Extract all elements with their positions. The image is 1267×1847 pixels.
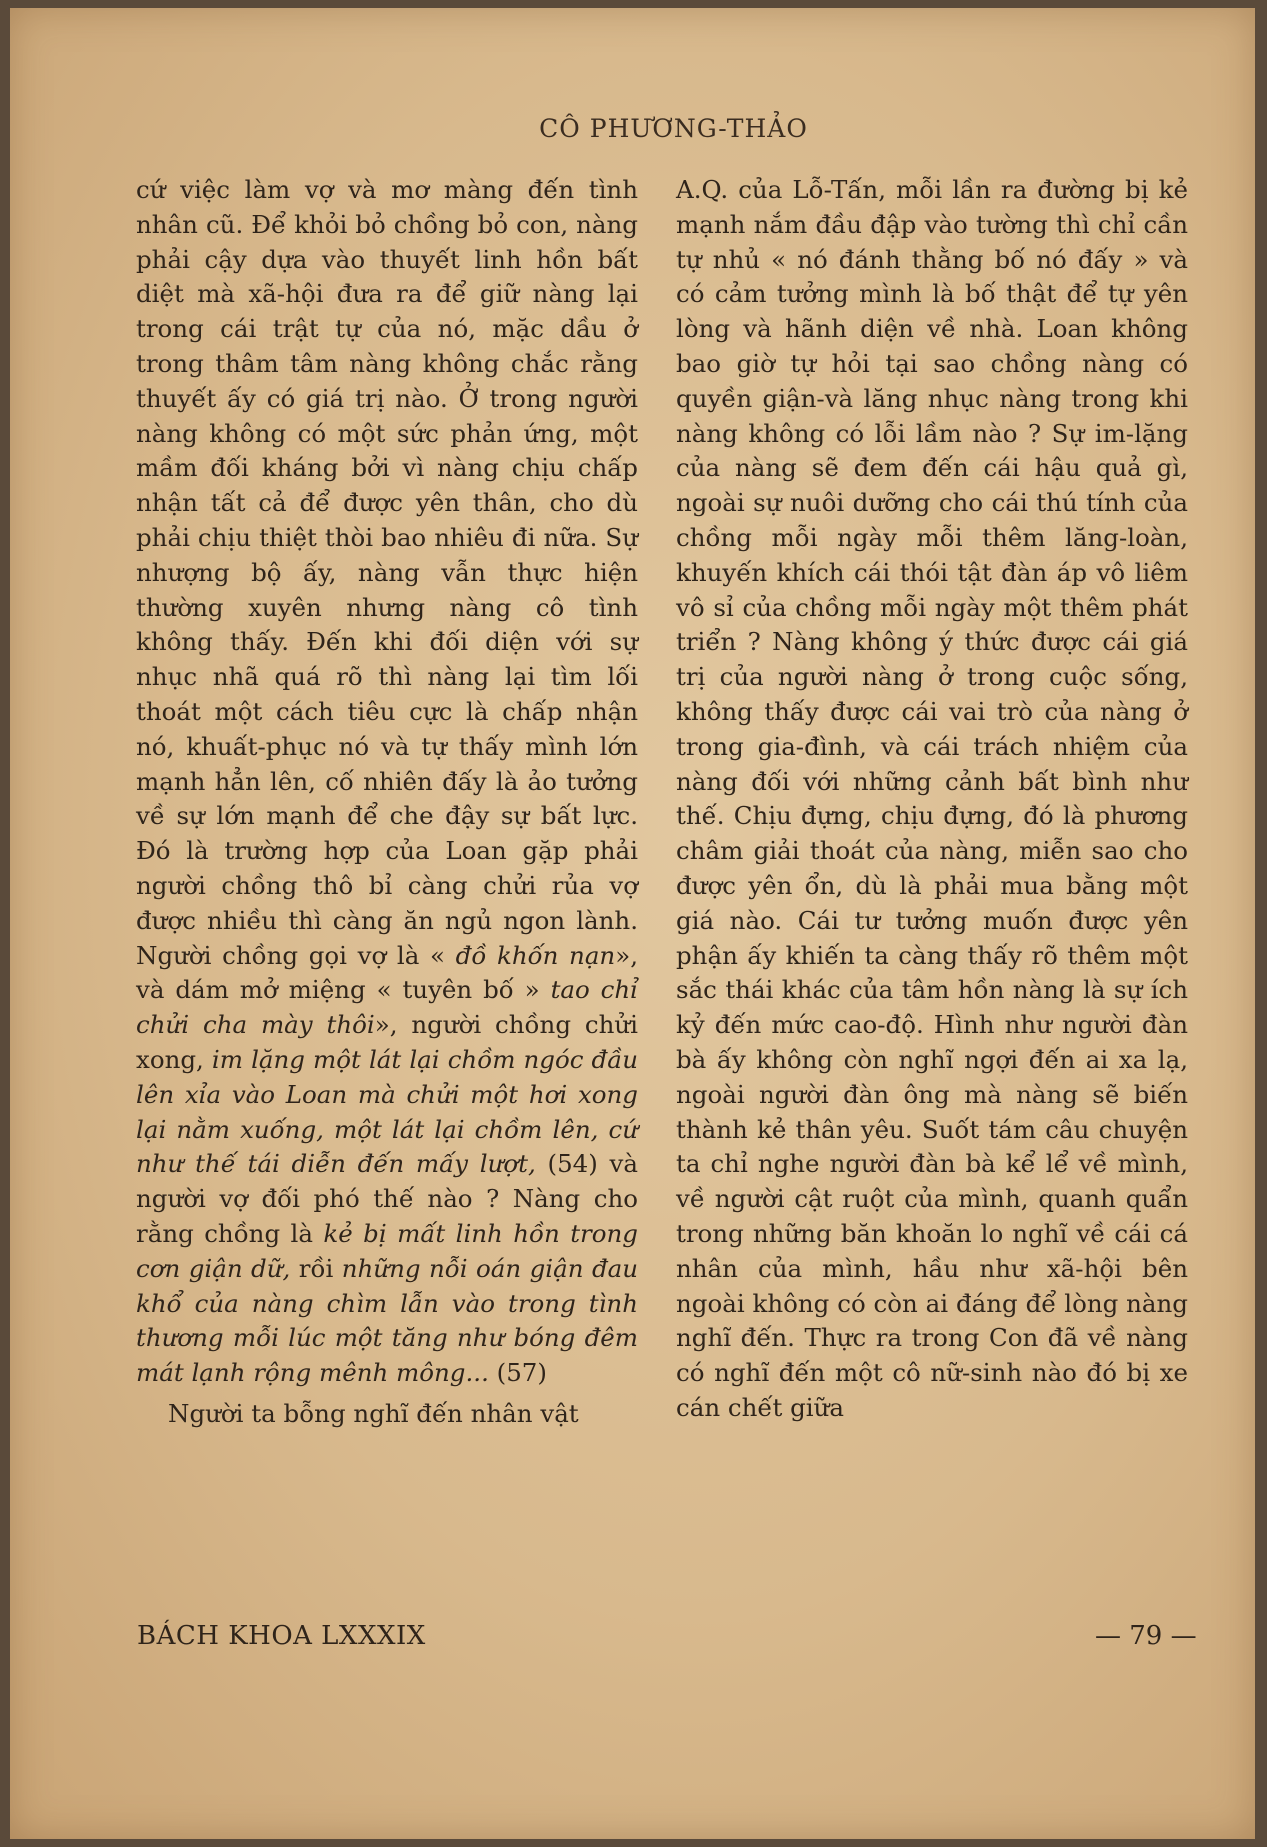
page-number: — 79 —	[1095, 1621, 1197, 1651]
left-column	[136, 173, 638, 1432]
running-title: CÔ PHƯƠNG-THẢO	[539, 114, 808, 143]
paragraph: A.Q. của Lỗ-Tấn, mỗi lần ra đường bị kẻ mạnh nắm đầu đập vào tường thì chỉ cần tự nhủ « nó đánh thằng bố nó đấy » và có cảm tưởng mình là bố thật để tự yên lòng và hãnh diện về nhà. Loan không bao giờ tự hỏi tại sao chồng nàng có quyền giận-và lăng nhục nàng trong khi nàng không có lỗi lầm nào ? Sự im-lặng của nàng sẽ đem đến cái hậu quả gì, ngoài sự nuôi dưỡng cho cái thú tính của chồng mỗi ngày mỗi thêm lăng-loàn, khuyến khích cái thói tật đàn áp vô liêm vô sỉ của chồng mỗi ngày một thêm phát triển ? Nàng không ý thức được cái giá trị của người nàng ở trong cuộc sống, không thấy được cái vai trò của nàng ở trong gia-đình, và cái trách nhiệm của nàng đối với những cảnh bất bình như thế. Chịu đựng, chịu đựng, đó là phương châm giải thoát của nàng, miễn sao cho được yên ổn, dù là phải mua bằng một giá nào. Cái tư tưởng muốn được yên phận ấy khiến ta càng thấy rõ thêm một sắc thái khác của tâm hồn nàng là sự ích kỷ đến mức cao-độ. Hình như người đàn bà ấy không còn nghĩ ngợi đến ai xa lạ, ngoài người đàn ông mà nàng sẽ biến thành kẻ thân yêu. Suốt tám câu chuyện ta chỉ nghe người đàn bà kể lể về mình, về người cật ruột của mình, quanh quẩn trong những băn khoăn lo nghĩ về cái cá nhân của mình, hầu như xã-hội bên ngoài không có còn ai đáng để lòng nàng nghĩ đến. Thực ra trong Con đã về nàng có nghĩ đến một cô nữ-sinh nào đó bị xe cán chết giữa	[676, 175, 1188, 1422]
paragraph: Người ta bỗng nghĩ đến nhân vật	[168, 1398, 579, 1428]
paragraph: cứ việc làm vợ và mơ màng đến tình nhân cũ. Để khỏi bỏ chồng bỏ con, nàng phải cậy dựa vào thuyết linh hồn bất diệt mà xã-hội đưa ra để giữ nàng lại trong cái trật tự của nó, mặc dầu ở trong thâm tâm nàng không chắc rằng thuyết ấy có giá trị nào. Ở trong người nàng không có một sức phản ứng, một mầm đối kháng bởi vì nàng chịu chấp nhận tất cả để được yên thân, cho dù phải chịu thiệt thòi bao nhiêu đi nữa. Sự nhượng bộ ấy, nàng vẫn thực hiện thường xuyên nhưng nàng cô tình không thấy. Đến khi đối diện với sự nhục nhã quá rõ thì nàng lại tìm lối thoát một cách tiêu cực là chấp nhận nó, khuất-phục nó và tự thấy mình lớn mạnh hẳn lên, cố nhiên đấy là ảo tưởng về sự lớn mạnh để che đậy sự bất lực. Đó là trường hợp của Loan gặp phải người chồng thô bỉ càng chửi rủa vợ được nhiều thì càng ăn ngủ ngon lành. Người chồng gọi vợ là « đồ khốn nạn», và dám mở miệng « tuyên bố » tao chỉ chửi cha mày thôi», người chồng chửi xong, im lặng một lát lại chồm ngóc đầu lên xỉa vào Loan mà chửi một hơi xong lại nằm xuống, một lát lại chồm lên, cứ như thế tái diễn đến mấy lượt, (54) và người vợ đối phó thế nào ? Nàng cho rằng chồng là kẻ bị mất linh hồn trong cơn giận dữ, rồi những nỗi oán giận đau khổ của nàng chìm lẫn vào trong tình thương mỗi lúc một tăng như bóng đêm mát lạnh rộng mênh mông... (57)	[136, 175, 639, 1388]
right-column	[676, 173, 1188, 1426]
magazine-name: BÁCH KHOA LXXXIX	[137, 1621, 426, 1651]
